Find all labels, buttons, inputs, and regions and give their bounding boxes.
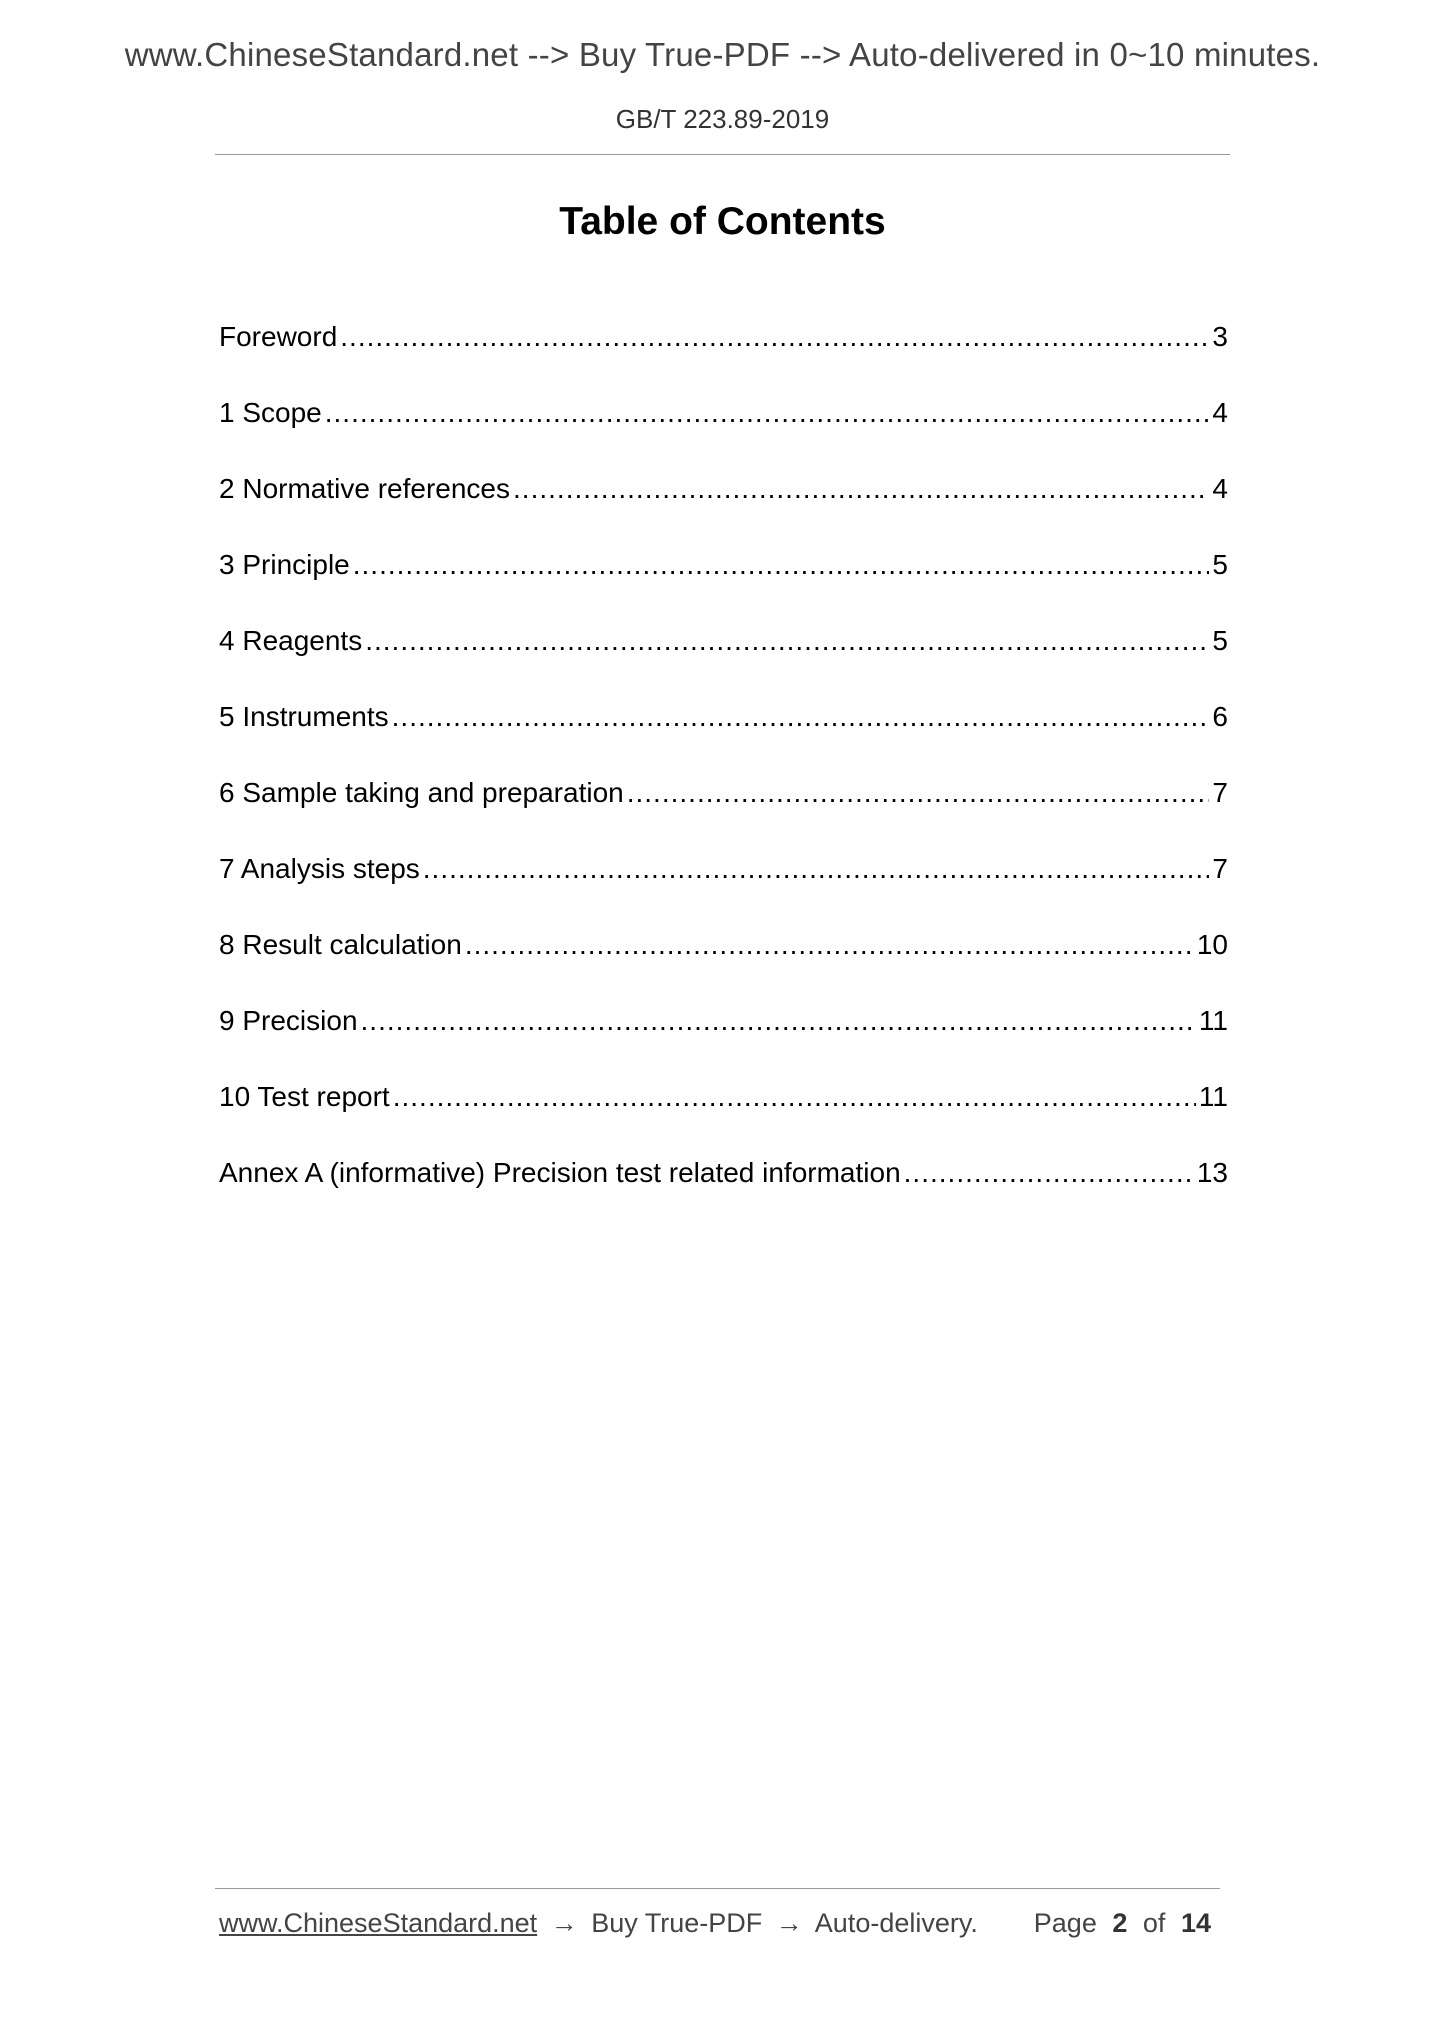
toc-entry-page: 7 <box>1212 853 1228 884</box>
toc-entry-page: 5 <box>1212 549 1228 580</box>
toc-leader-dots <box>365 619 1209 663</box>
toc-entry-annex-a[interactable] <box>219 1151 1228 1227</box>
toc-leader-dots <box>393 1075 1196 1119</box>
toc-list <box>219 315 1228 1227</box>
toc-entry-foreword[interactable] <box>219 315 1228 391</box>
toc-entry-principle[interactable] <box>219 543 1228 619</box>
toc-entry-normative-references[interactable] <box>219 467 1228 543</box>
toc-entry-test-report[interactable] <box>219 1075 1228 1151</box>
page-word: Page <box>1033 1908 1097 1938</box>
toc-entry-label: 4 Reagents <box>219 625 363 656</box>
toc-entry-instruments[interactable] <box>219 695 1228 771</box>
toc-entry-page: 5 <box>1212 625 1228 656</box>
toc-entry-page: 7 <box>1212 777 1228 808</box>
footer-buy-text: Buy True-PDF <box>591 1908 763 1938</box>
toc-entry-reagents[interactable] <box>219 619 1228 695</box>
footer-delivery-text: Auto-delivery. <box>814 1908 978 1938</box>
toc-entry-page: 6 <box>1212 701 1228 732</box>
toc-entry-page: 3 <box>1212 321 1228 352</box>
toc-entry-precision[interactable] <box>219 999 1228 1075</box>
toc-title: Table of Contents <box>559 200 886 243</box>
toc-entry-sample-taking[interactable] <box>219 771 1228 847</box>
toc-entry-page: 4 <box>1212 397 1228 428</box>
toc-entry-label: 10 Test report <box>219 1081 390 1112</box>
toc-entry-page: 10 <box>1196 929 1228 960</box>
toc-entry-page: 4 <box>1212 473 1228 504</box>
toc-leader-dots <box>325 391 1210 435</box>
toc-entry-scope[interactable] <box>219 391 1228 467</box>
page-current: 2 <box>1112 1908 1128 1938</box>
footer-divider <box>215 1888 1220 1889</box>
footer-left <box>219 1908 978 1939</box>
toc-leader-dots <box>465 923 1194 967</box>
document-code: GB/T 223.89-2019 <box>615 104 830 134</box>
toc-leader-dots <box>340 315 1209 359</box>
toc-entry-page: 11 <box>1198 1005 1228 1036</box>
toc-entry-label: 9 Precision <box>219 1005 358 1036</box>
toc-entry-label: Annex A (informative) Precision test related information <box>219 1157 901 1188</box>
arrow-right-icon: → <box>550 1908 578 1938</box>
toc-leader-dots <box>423 847 1210 891</box>
header-divider <box>215 154 1230 155</box>
toc-leader-dots <box>392 695 1210 739</box>
toc-entry-label: 3 Principle <box>219 549 350 580</box>
toc-entry-result-calculation[interactable] <box>219 923 1228 999</box>
page-indicator <box>1034 1908 1219 1939</box>
site-link[interactable]: www.ChineseStandard.net <box>219 1908 538 1938</box>
toc-leader-dots <box>513 467 1209 511</box>
toc-leader-dots <box>904 1151 1194 1195</box>
toc-entry-label: 2 Normative references <box>219 473 511 504</box>
toc-entry-label: 5 Instruments <box>219 701 389 732</box>
toc-entry-label: Foreword <box>219 321 338 352</box>
page-footer <box>219 1908 1219 1939</box>
toc-entry-label: 7 Analysis steps <box>219 853 420 884</box>
of-word: of <box>1142 1908 1166 1938</box>
toc-entry-label: 6 Sample taking and preparation <box>219 777 624 808</box>
toc-entry-page: 11 <box>1198 1081 1228 1112</box>
toc-leader-dots <box>627 771 1210 815</box>
toc-leader-dots <box>361 999 1196 1043</box>
toc-entry-label: 8 Result calculation <box>219 929 462 960</box>
toc-entry-page: 13 <box>1196 1157 1228 1188</box>
toc-leader-dots <box>353 543 1210 587</box>
site-banner: www.ChineseStandard.net --> Buy True-PDF --> Auto-delivered in 0~10 minutes. <box>124 36 1321 73</box>
page-total: 14 <box>1180 1908 1211 1938</box>
toc-entry-label: 1 Scope <box>219 397 322 428</box>
arrow-right-icon: → <box>775 1908 803 1938</box>
toc-entry-analysis-steps[interactable] <box>219 847 1228 923</box>
